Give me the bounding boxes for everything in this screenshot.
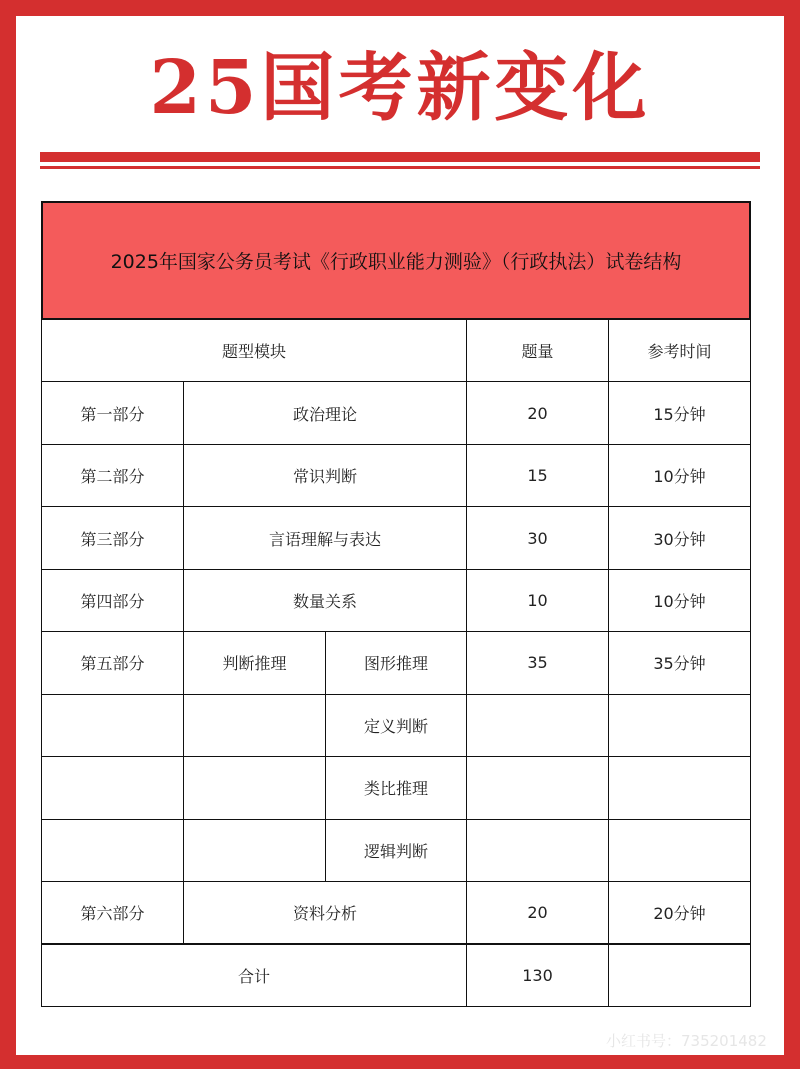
module-cell [183, 819, 326, 882]
count-cell [466, 819, 609, 882]
count-cell: 20 [466, 881, 609, 944]
time-cell: 20分钟 [608, 881, 751, 944]
watermark: 小红书号：735201482 [606, 1032, 767, 1050]
count-cell: 30 [466, 506, 609, 569]
module-cell: 数量关系 [183, 569, 467, 632]
part-cell [41, 694, 184, 757]
count-cell: 20 [466, 381, 609, 444]
time-cell [608, 756, 751, 819]
time-cell: 15分钟 [608, 381, 751, 444]
count-cell: 10 [466, 569, 609, 632]
page-title: 25国考新变化 [149, 45, 651, 131]
part-cell: 第三部分 [41, 506, 184, 569]
time-cell: 30分钟 [608, 506, 751, 569]
header-time: 参考时间 [608, 319, 751, 382]
module-cell: 常识判断 [183, 444, 467, 507]
submodule-cell: 定义判断 [325, 694, 467, 757]
table-caption: 2025年国家公务员考试《行政职业能力测验》（行政执法）试卷结构 [41, 201, 751, 320]
module-cell: 资料分析 [183, 881, 467, 944]
part-cell: 第一部分 [41, 381, 184, 444]
part-cell [41, 756, 184, 819]
part-cell: 第二部分 [41, 444, 184, 507]
time-cell [608, 819, 751, 882]
header-count: 题量 [466, 319, 609, 382]
time-cell: 10分钟 [608, 569, 751, 632]
submodule-cell: 逻辑判断 [325, 819, 467, 882]
module-cell [183, 756, 326, 819]
divider-thick [40, 152, 760, 162]
divider-thin [40, 166, 760, 169]
count-cell [466, 756, 609, 819]
total-time [608, 944, 751, 1008]
header-module: 题型模块 [41, 319, 467, 382]
time-cell [608, 694, 751, 757]
total-label: 合计 [41, 944, 467, 1008]
module-cell: 判断推理 [183, 631, 326, 694]
count-cell [466, 694, 609, 757]
module-cell: 政治理论 [183, 381, 467, 444]
part-cell: 第六部分 [41, 881, 184, 944]
time-cell: 10分钟 [608, 444, 751, 507]
submodule-cell: 类比推理 [325, 756, 467, 819]
part-cell: 第五部分 [41, 631, 184, 694]
count-cell: 15 [466, 444, 609, 507]
count-cell: 35 [466, 631, 609, 694]
submodule-cell: 图形推理 [325, 631, 467, 694]
part-cell: 第四部分 [41, 569, 184, 632]
total-count: 130 [466, 944, 609, 1008]
module-cell [183, 694, 326, 757]
time-cell: 35分钟 [608, 631, 751, 694]
module-cell: 言语理解与表达 [183, 506, 467, 569]
part-cell [41, 819, 184, 882]
